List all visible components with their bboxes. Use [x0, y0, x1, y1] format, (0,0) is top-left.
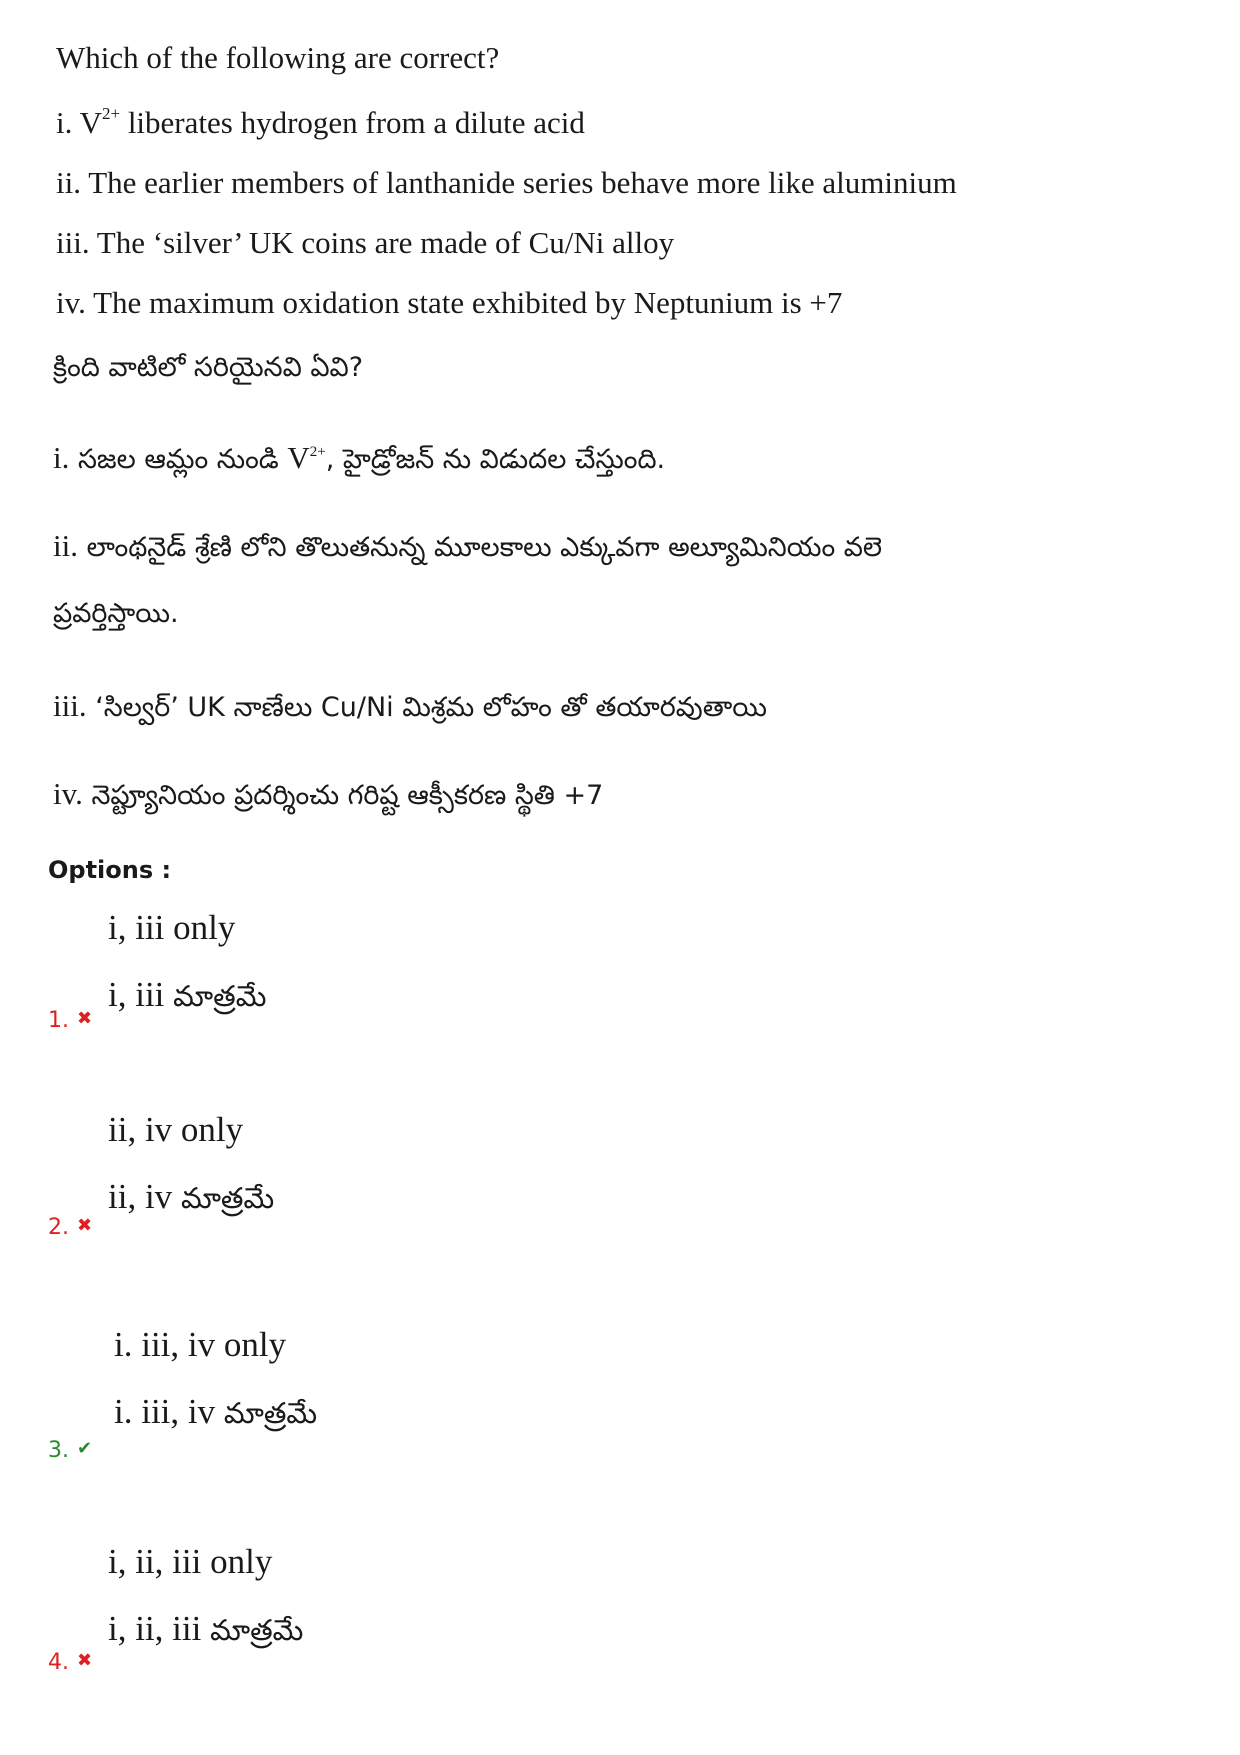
question-item-en-1	[56, 105, 585, 141]
option-2-en: ii, iv only	[108, 1110, 244, 1149]
question-item-en-4	[56, 285, 842, 321]
item-number: ii.	[56, 165, 81, 200]
checkmark-icon: ✔	[77, 1438, 93, 1459]
question-item-te-4	[53, 776, 603, 818]
option-number: 2.	[48, 1215, 69, 1240]
question-item-te-2-cont: ప్రవర్తిస్తాయి.	[53, 598, 179, 629]
option-2-te	[108, 1177, 274, 1223]
option-3-te	[114, 1392, 317, 1438]
option-4-te	[108, 1609, 303, 1655]
item-text: The ‘silver’ UK coins are made of Cu/Ni alloy	[96, 225, 675, 260]
option-te-prefix: i, iii	[108, 975, 174, 1014]
item-number: iv.	[53, 776, 83, 811]
option-te-word: మాత్రమే	[210, 1613, 304, 1647]
options-label: Options :	[48, 856, 172, 884]
option-3-en: i. iii, iv only	[114, 1325, 287, 1364]
option-4-number[interactable]	[48, 1650, 92, 1675]
cross-icon: ✖	[77, 1008, 93, 1029]
option-te-word: మాత్రమే	[173, 979, 267, 1013]
item-text: ‘సిల్వర్’ UK నాణేలు Cu/Ni మిశ్రమ లోహం తో తయారవుతాయి	[95, 692, 767, 723]
question-item-te-1	[53, 440, 665, 482]
option-te-word: మాత్రమే	[180, 1181, 275, 1215]
question-stem-en: Which of the following are correct?	[56, 40, 500, 75]
item-text: The maximum oxidation state exhibited by Neptunium is +7	[93, 285, 843, 320]
option-te-prefix: ii, iv	[108, 1177, 181, 1216]
question-stem-te: క్రింది వాటిలో సరియైనవి ఏవి?	[53, 352, 364, 383]
ion-symbol: V	[79, 105, 102, 140]
ion-symbol: V	[287, 440, 310, 475]
item-text: liberates hydrogen from a dilute acid	[120, 105, 585, 140]
question-item-en-3	[56, 225, 674, 261]
item-number: iii.	[53, 688, 87, 723]
ion-charge: 2+	[309, 444, 326, 460]
option-number: 3.	[48, 1438, 69, 1463]
question-item-te-3	[53, 688, 767, 730]
item-text: , హైడ్రోజన్ ను విడుదల చేస్తుంది.	[325, 444, 666, 475]
option-4-en: i, ii, iii only	[108, 1542, 273, 1581]
option-3-number[interactable]	[48, 1438, 92, 1463]
option-1-te	[108, 975, 266, 1021]
option-te-prefix: i. iii, iv	[114, 1392, 224, 1431]
item-number: i.	[53, 440, 70, 475]
item-text: The earlier members of lanthanide series behave more like aluminium	[88, 165, 957, 200]
item-number: ii.	[53, 528, 78, 563]
option-number: 1.	[48, 1008, 69, 1033]
item-number: iii.	[56, 225, 90, 260]
option-te-word: మాత్రమే	[223, 1396, 318, 1430]
item-text: లాంథనైడ్ శ్రేణి లోని తొలుతనున్న మూలకాలు ఎక్కువగా అల్యూమినియం వలె	[86, 532, 883, 563]
cross-icon: ✖	[77, 1215, 93, 1236]
item-number: i.	[56, 105, 73, 140]
item-number: iv.	[56, 285, 86, 320]
question-item-te-2	[53, 528, 882, 570]
item-text: నెప్ట్యూనియం ప్రదర్శించు గరిష్ట ఆక్సీకరణ స్థితి +7	[91, 780, 604, 811]
option-te-prefix: i, ii, iii	[108, 1609, 211, 1648]
option-number: 4.	[48, 1650, 69, 1675]
question-item-en-2	[56, 165, 957, 201]
cross-icon: ✖	[77, 1650, 93, 1671]
option-2-number[interactable]	[48, 1215, 92, 1240]
item-text: సజల ఆమ్లం నుండి	[77, 444, 288, 475]
ion-charge: 2+	[101, 104, 121, 123]
option-1-en: i, iii only	[108, 908, 236, 947]
option-1-number[interactable]	[48, 1008, 92, 1033]
